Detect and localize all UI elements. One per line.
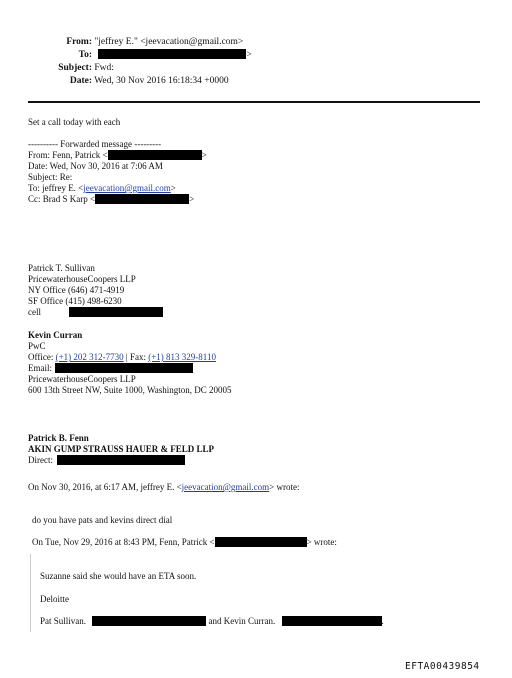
fwd-to-email-link[interactable]: jeevacation@gmail.com [83, 183, 171, 193]
reply-1-text: do you have pats and kevins direct dial [32, 515, 173, 525]
redaction-block [92, 616, 206, 626]
header-date-row [40, 75, 229, 87]
fwd-cc-row [28, 194, 194, 205]
sullivan-name: Patrick T. Sullivan [28, 263, 95, 273]
fwd-date: Date: Wed, Nov 30, 2016 at 7:06 AM [28, 161, 163, 171]
header-from-row [40, 36, 243, 48]
office-label: Office: [28, 352, 56, 362]
sullivan-ny-office: NY Office (646) 471-4919 [28, 285, 125, 295]
redaction-block [55, 363, 193, 373]
header-divider [28, 101, 480, 103]
redaction-block [95, 194, 189, 204]
intro-text: Set a call today with each [28, 117, 121, 127]
quote-eta: Suzanne said she would have an ETA soon. [40, 571, 197, 581]
curran-address: 600 13th Street NW, Suite 1000, Washington, DC 20005 [28, 385, 232, 395]
fwd-to-suffix: > [170, 183, 176, 193]
date-label: Date: [69, 76, 92, 86]
redaction-block [98, 49, 246, 59]
quote-bar [30, 554, 31, 632]
sullivan-cell-label: cell [28, 307, 41, 317]
redaction-block [215, 537, 307, 547]
fwd-subject: Subject: Re: [28, 172, 73, 182]
to-label: To: [78, 50, 92, 60]
fenn-direct-row [28, 455, 185, 466]
quote-names-row [40, 616, 384, 627]
quote-end: . [381, 616, 384, 626]
fax-label: | Fax: [123, 352, 149, 362]
curran-email-row [28, 363, 193, 374]
fwd-to-row [28, 183, 176, 194]
redaction-block [282, 616, 382, 626]
header-subject-row [40, 62, 114, 74]
sullivan-company: PricewaterhouseCoopers LLP [28, 274, 136, 284]
header-to-row [40, 49, 252, 61]
curran-company: PricewaterhouseCoopers LLP [28, 374, 136, 384]
quote-pat: Pat Sullivan. [40, 616, 87, 626]
to-suffix: > [246, 50, 252, 60]
fwd-to-prefix: To: jeffrey E. < [28, 183, 84, 193]
redaction-block [69, 307, 163, 317]
fenn-name: Patrick B. Fenn [28, 433, 89, 443]
quote-deloitte: Deloitte [40, 594, 69, 604]
wrote1-email-link[interactable]: jeevacation@gmail.com [181, 482, 270, 492]
wrote-line-1 [28, 482, 300, 493]
fax-phone-link[interactable]: (+1) 813 329-8110 [148, 352, 216, 362]
wrote2-suffix: > wrote: [306, 537, 337, 547]
fwd-cc-text: Cc: Brad S Karp < [28, 194, 96, 204]
subject-label: Subject: [58, 63, 92, 73]
fwd-from-suffix: > [201, 150, 207, 160]
curran-org: PwC [28, 341, 46, 351]
curran-phone-row [28, 352, 216, 363]
wrote2-prefix: On Tue, Nov 29, 2016 at 8:43 PM, Fenn, Patrick < [32, 537, 215, 547]
redaction-block [108, 150, 202, 160]
fwd-cc-suffix: > [189, 194, 195, 204]
from-value: "jeffrey E." <jeevacation@gmail.com> [94, 37, 244, 47]
subject-value: Fwd: [94, 63, 114, 73]
fwd-from-row [28, 150, 207, 161]
fenn-direct-label: Direct: [28, 455, 53, 465]
quote-and: and Kevin Curran. [208, 616, 276, 626]
fenn-firm: AKIN GUMP STRAUSS HAUER & FELD LLP [28, 444, 215, 454]
forward-marker: ---------- Forwarded message --------- [28, 139, 162, 149]
doc-id: EFTA00439854 [405, 661, 480, 672]
wrote-line-2 [32, 537, 337, 548]
wrote1-suffix: > wrote: [269, 482, 300, 492]
from-label: From: [66, 37, 92, 47]
sullivan-cell-row [28, 307, 163, 318]
date-value: Wed, 30 Nov 2016 16:18:34 +0000 [94, 76, 229, 86]
wrote1-prefix: On Nov 30, 2016, at 6:17 AM, jeffrey E. < [28, 482, 182, 492]
email-label: Email: [28, 363, 52, 373]
fwd-from-text: From: Fenn, Patrick < [28, 150, 108, 160]
office-phone-link[interactable]: (+1) 202 312-7730 [55, 352, 124, 362]
curran-name: Kevin Curran [28, 330, 83, 340]
sullivan-sf-office: SF Office (415) 498-6230 [28, 296, 122, 306]
redaction-block [57, 455, 185, 465]
